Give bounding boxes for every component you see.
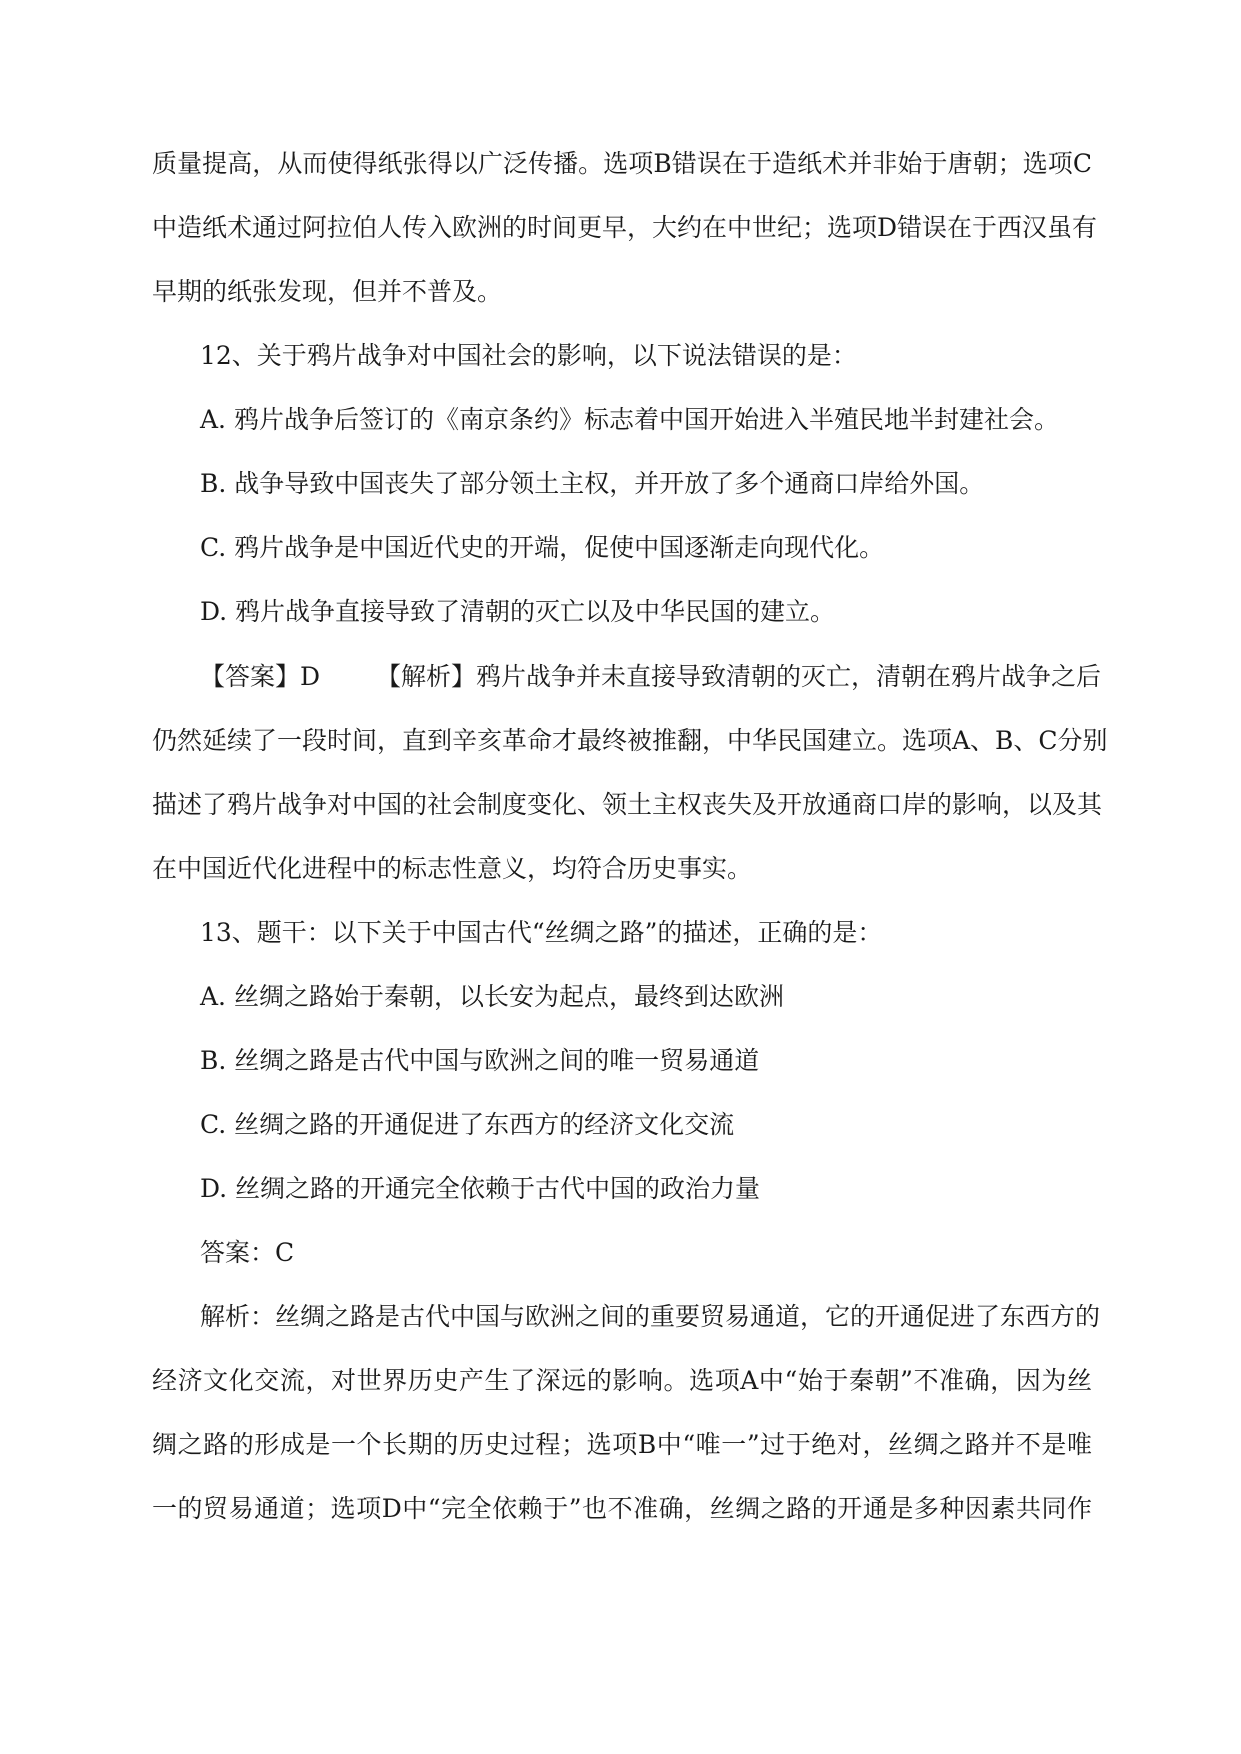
question-12-answer-row [200,657,1102,697]
paragraph-line: 描述了鸦片战争对中国的社会制度变化、领土主权丧失及开放通商口岸的影响，以及其 [152,790,1103,819]
question-12-option-c: C. 鸦片战争是中国近代史的开端，促使中国逐渐走向现代化。 [200,533,885,562]
paragraph-line: 中造纸术通过阿拉伯人传入欧洲的时间更早，大约在中世纪；选项D错误在于西汉虽有 [152,213,1098,242]
paragraph-line: 经济文化交流，对世界历史产生了深远的影响。选项A中“始于秦朝”不准确，因为丝 [152,1366,1092,1395]
question-12-answer: 【答案】D [200,662,321,691]
paragraph-line: 早期的纸张发现，但并不普及。 [152,277,503,306]
question-13-answer: 答案：C [200,1238,295,1267]
question-12-option-a: A. 鸦片战争后签订的《南京条约》标志着中国开始进入半殖民地半封建社会。 [200,405,1059,434]
question-12-option-d: D. 鸦片战争直接导致了清朝的灭亡以及中华民国的建立。 [200,597,836,626]
question-13-option-c: C. 丝绸之路的开通促进了东西方的经济文化交流 [200,1110,735,1139]
question-12-stem: 12、关于鸦片战争对中国社会的影响，以下说法错误的是： [200,341,857,370]
paragraph-line: 在中国近代化进程中的标志性意义，均符合历史事实。 [152,854,753,883]
question-13-stem: 13、题干：以下关于中国古代“丝绸之路”的描述，正确的是： [200,918,883,947]
question-12-explanation-start: 【解析】鸦片战争并未直接导致清朝的灭亡，清朝在鸦片战争之后 [376,662,1102,691]
question-13-explanation: 解析：丝绸之路是古代中国与欧洲之间的重要贸易通道，它的开通促进了东西方的 [200,1302,1101,1331]
paragraph-line: 仍然延续了一段时间，直到辛亥革命才最终被推翻，中华民国建立。选项A、B、C分别 [152,726,1108,755]
paragraph-line: 绸之路的形成是一个长期的历史过程；选项B中“唯一”过于绝对，丝绸之路并不是唯 [152,1430,1092,1459]
question-12-option-b: B. 战争导致中国丧失了部分领土主权，并开放了多个通商口岸给外国。 [200,469,985,498]
question-13-option-a: A. 丝绸之路始于秦朝，以长安为起点，最终到达欧洲 [200,982,784,1011]
question-13-option-d: D. 丝绸之路的开通完全依赖于古代中国的政治力量 [200,1174,761,1203]
question-13-option-b: B. 丝绸之路是古代中国与欧洲之间的唯一贸易通道 [200,1046,760,1075]
paragraph-line: 质量提高，从而使得纸张得以广泛传播。选项B错误在于造纸术并非始于唐朝；选项C [152,149,1092,178]
paragraph-line: 一的贸易通道；选项D中“完全依赖于”也不准确，丝绸之路的开通是多种因素共同作 [152,1494,1092,1523]
